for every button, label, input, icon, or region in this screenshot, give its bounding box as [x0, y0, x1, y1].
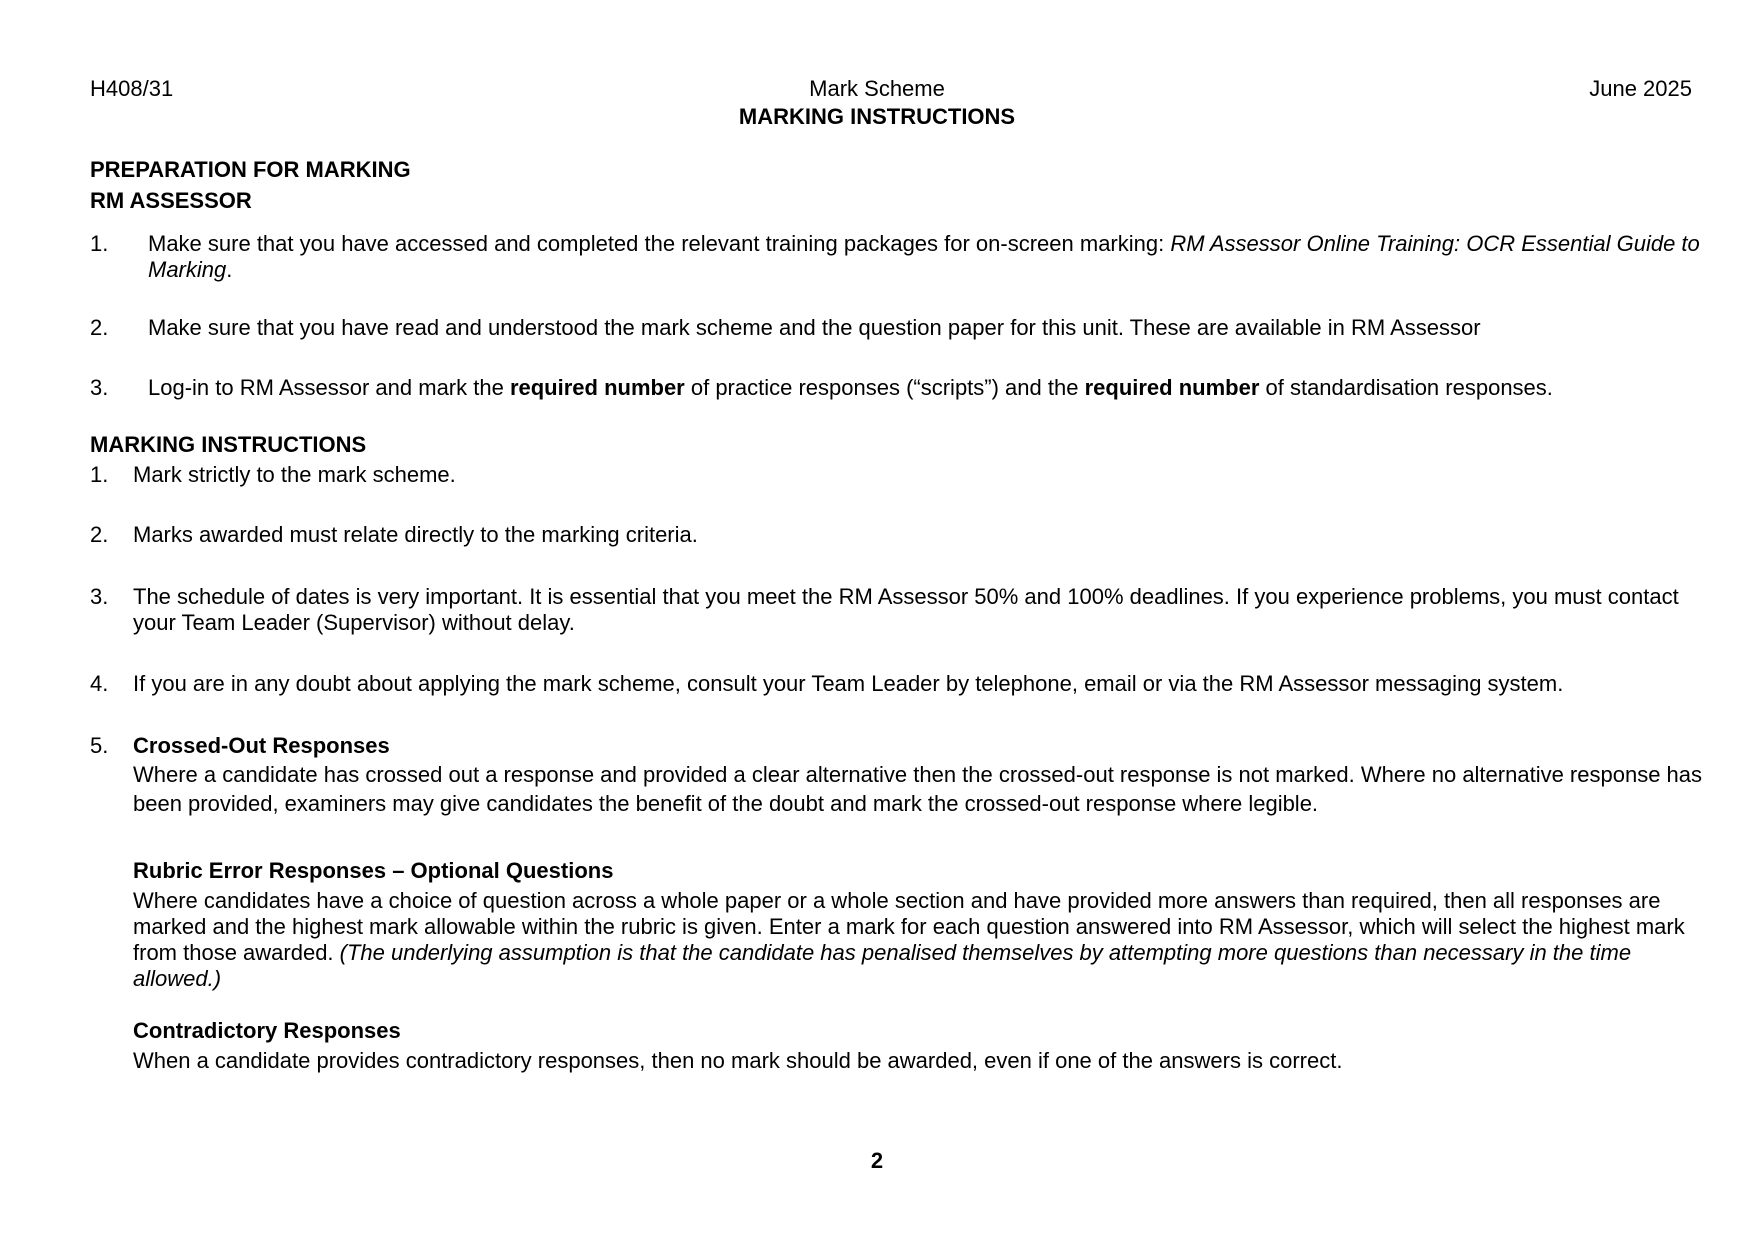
crossed-out-heading: Crossed-Out Responses	[133, 733, 390, 758]
doc-title: Mark Scheme	[809, 76, 945, 101]
prep-item-1-end: .	[226, 257, 233, 282]
prep-item-2-number: 2.	[90, 315, 109, 340]
prep-item-3-part3: of standardisation responses.	[1259, 375, 1553, 400]
doc-date: June 2025	[1589, 76, 1692, 101]
prep-item-1-italic: RM Assessor Online Training: OCR Essential Guide to Marking	[148, 231, 1700, 282]
page-number: 2	[870, 1148, 884, 1173]
rm-assessor-heading: RM ASSESSOR	[90, 188, 252, 213]
prep-item-3-part1: Log-in to RM Assessor and mark the	[148, 375, 510, 400]
marking-item-3-number: 3.	[90, 584, 109, 609]
rubric-heading: Rubric Error Responses – Optional Questions	[133, 858, 614, 883]
prep-item-3-number: 3.	[90, 375, 109, 400]
marking-item-1-number: 1.	[90, 462, 109, 487]
prep-item-3-bold1: required number	[509, 375, 685, 400]
prep-item-3-bold2: required number	[1084, 375, 1260, 400]
marking-item-4-number: 4.	[90, 671, 109, 696]
marking-item-5-number: 5.	[90, 733, 109, 758]
prep-heading: PREPARATION FOR MARKING	[90, 157, 411, 182]
crossed-out-text: Where a candidate has crossed out a response and provided a clear alternative then the crossed-out response is not marked. Where no alternative response has been provided, examiners may give candidates the benefit of the doubt and mark the crossed-out response where legible.	[133, 762, 1703, 816]
marking-item-2-text: Marks awarded must relate directly to the marking criteria.	[133, 522, 698, 547]
prep-item-2-text: Make sure that you have read and understood the mark scheme and the question paper for this unit. These are available in RM Assessor	[148, 315, 1481, 340]
rubric-text: Where candidates have a choice of question across a whole paper or a whole section and have provided more answers than required, then all responses are marked and the highest mark allowable within the rubric is given. Enter a mark for each question answered into RM Assessor, which will select the highest mark from those awarded.	[133, 888, 1685, 965]
marking-item-2-number: 2.	[90, 522, 109, 547]
prep-item-3	[148, 375, 1703, 401]
rubric-body	[133, 888, 1703, 992]
marking-item-4-text: If you are in any doubt about applying the mark scheme, consult your Team Leader by telephone, email or via the RM Assessor messaging system.	[133, 671, 1564, 696]
prep-item-1-number: 1.	[90, 231, 109, 256]
marking-item-1-text: Mark strictly to the mark scheme.	[133, 462, 456, 487]
paper-code: H408/31	[90, 76, 174, 101]
marking-heading: MARKING INSTRUCTIONS	[90, 432, 367, 457]
prep-item-1-text: Make sure that you have accessed and completed the relevant training packages for on-screen marking:	[148, 231, 1171, 256]
doc-subtitle: MARKING INSTRUCTIONS	[738, 104, 1016, 129]
prep-item-3-part2: of practice responses (“scripts”) and the	[684, 375, 1085, 400]
contradictory-text: When a candidate provides contradictory responses, then no mark should be awarded, even if one of the answers is correct.	[133, 1048, 1343, 1073]
marking-item-3-text: The schedule of dates is very important. It is essential that you meet the RM Assessor 50% and 100% deadlines. If you experience problems, you must contact your Team Leader (Supervisor) without delay.	[133, 584, 1679, 635]
prep-item-1	[148, 231, 1703, 283]
contradictory-heading: Contradictory Responses	[133, 1018, 401, 1043]
rubric-italic: (The underlying assumption is that the candidate has penalised themselves by attempting more questions than necessary in the time allowed.)	[133, 940, 1632, 991]
